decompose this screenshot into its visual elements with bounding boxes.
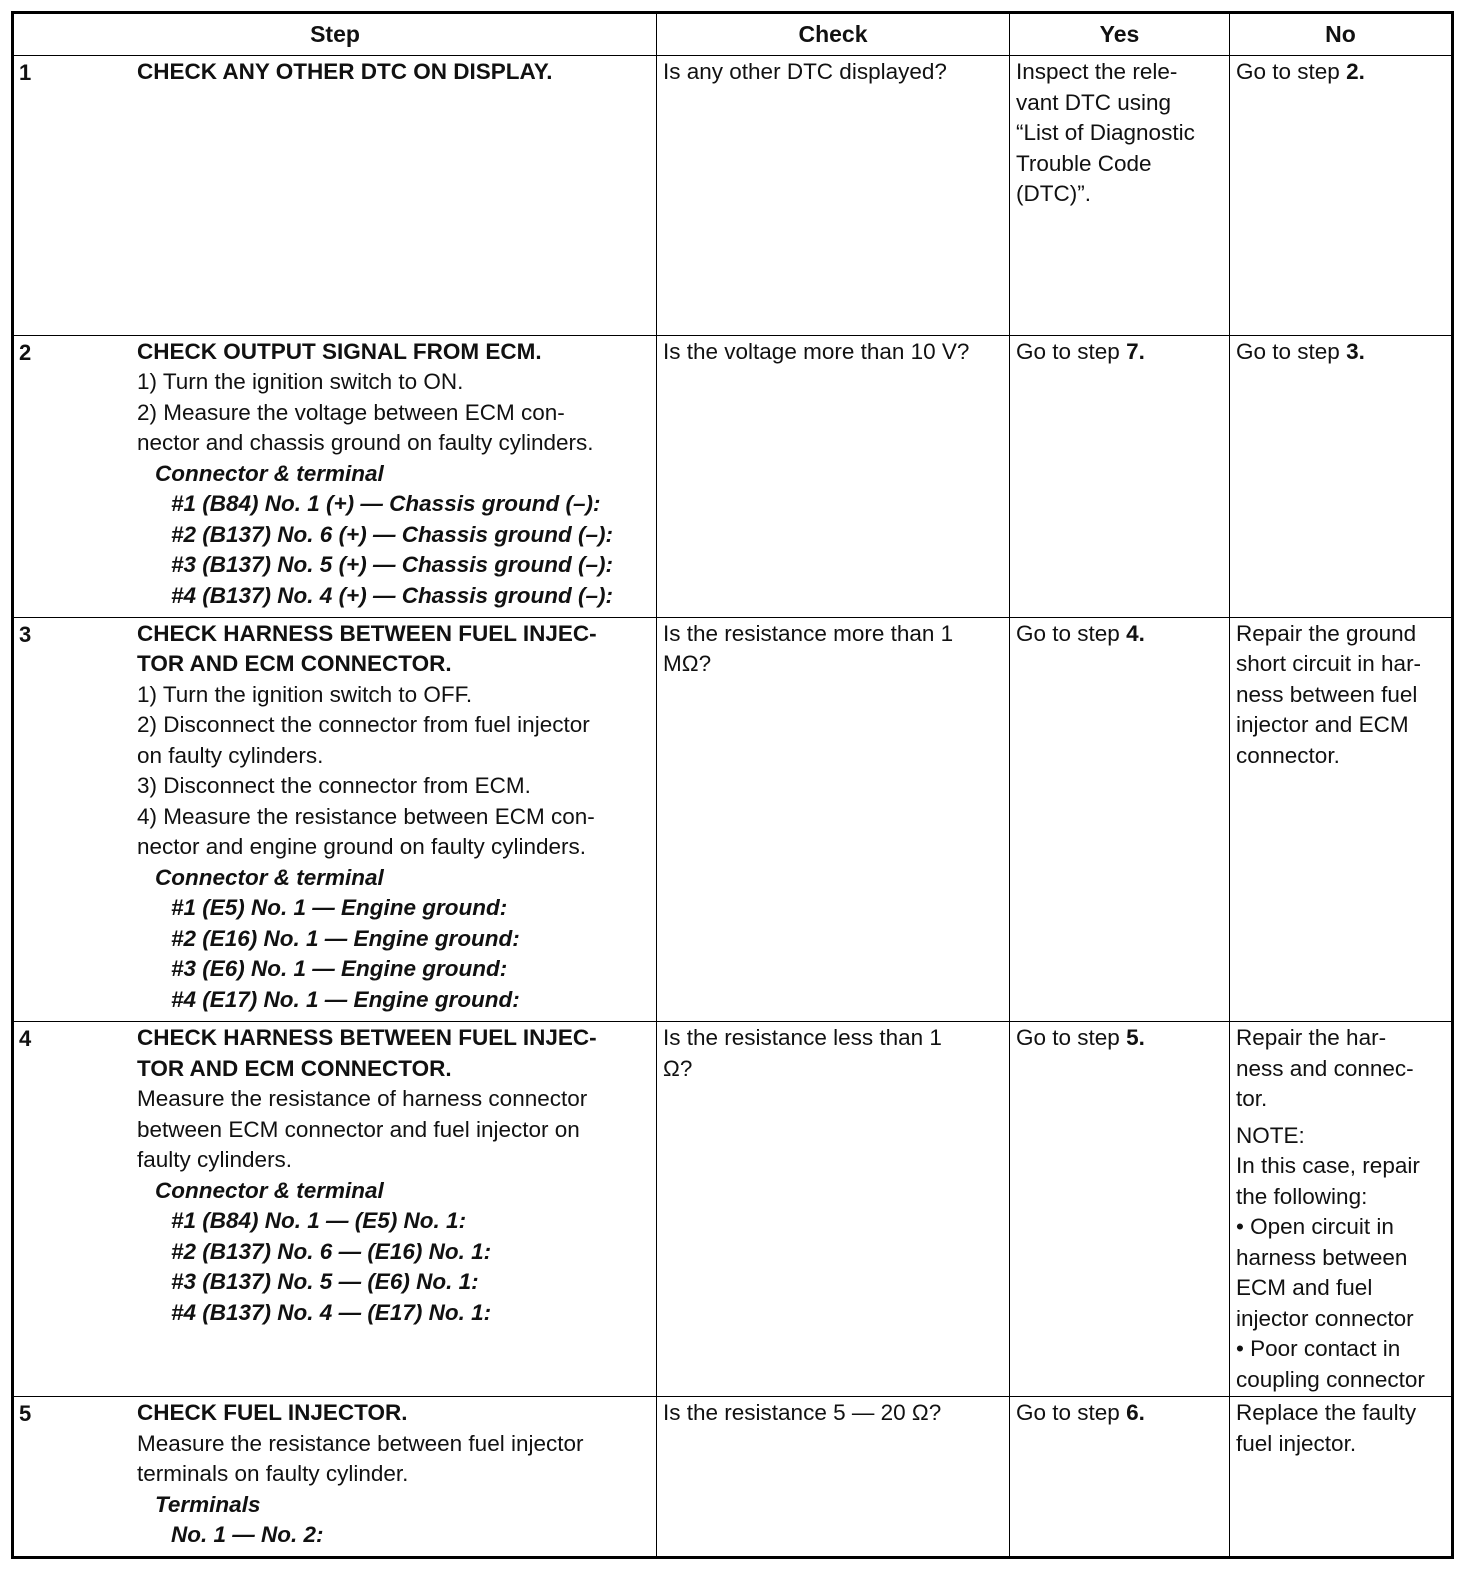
- check-question: Is any other DTC displayed?: [663, 59, 947, 84]
- yes-goto-text: Go to step: [1016, 1400, 1120, 1426]
- check-cell: [657, 335, 1010, 617]
- note-line: coupling connector: [1236, 1366, 1425, 1392]
- yes-line: Inspect the rele-: [1016, 59, 1178, 84]
- check-cell: [657, 1022, 1010, 1397]
- note-line: ECM and fuel: [1236, 1275, 1373, 1301]
- no-cell: [1230, 56, 1453, 336]
- step-title: CHECK FUEL INJECTOR.: [137, 1400, 408, 1426]
- step-instruction: 2) Measure the voltage between ECM con-: [137, 399, 565, 425]
- no-goto-step: 2.: [1346, 59, 1365, 84]
- note-line: the following:: [1236, 1183, 1368, 1209]
- connector-heading: Connector & terminal: [155, 1177, 384, 1203]
- header-yes: Yes: [1010, 13, 1230, 56]
- step-cell: [13, 1397, 657, 1558]
- note-heading: NOTE:: [1236, 1122, 1305, 1148]
- yes-cell: [1010, 1397, 1230, 1558]
- check-cell: [657, 1397, 1010, 1558]
- yes-cell: [1010, 56, 1230, 336]
- yes-cell: [1010, 617, 1230, 1021]
- header-no: No: [1230, 13, 1453, 56]
- connector-heading: Connector & terminal: [155, 864, 384, 890]
- no-cell: [1230, 1022, 1453, 1397]
- no-goto-text: Go to step: [1236, 338, 1340, 364]
- step-instruction: terminals on faulty cylinder.: [137, 1461, 409, 1487]
- step-title-cont: TOR AND ECM CONNECTOR.: [137, 651, 452, 677]
- connector-item: #2 (E16) No. 1 — Engine ground:: [171, 925, 520, 951]
- no-line: Replace the faulty: [1236, 1400, 1417, 1426]
- yes-goto-step: 6.: [1126, 1400, 1145, 1426]
- step-number: 2: [19, 339, 32, 365]
- check-question: Is the voltage more than 10 V?: [663, 338, 970, 364]
- check-question: Is the resistance less than 1: [663, 1025, 942, 1051]
- step-instruction: nector and engine ground on faulty cylinders.: [137, 834, 587, 860]
- no-line: tor.: [1236, 1086, 1268, 1112]
- step-number: 1: [19, 60, 32, 85]
- yes-goto-text: Go to step: [1016, 338, 1120, 364]
- step-instruction: nector and chassis ground on faulty cylinders.: [137, 430, 594, 456]
- step-instruction: on faulty cylinders.: [137, 742, 324, 768]
- no-line: connector.: [1236, 742, 1340, 768]
- connector-item: #3 (B137) No. 5 — (E6) No. 1:: [171, 1269, 479, 1295]
- step-instruction: faulty cylinders.: [137, 1147, 293, 1173]
- no-line: ness and connec-: [1236, 1055, 1414, 1081]
- note-line: • Poor contact in: [1236, 1336, 1401, 1362]
- yes-goto-text: Go to step: [1016, 1025, 1120, 1051]
- step-instruction: 2) Disconnect the connector from fuel injector: [137, 712, 590, 738]
- yes-line: “List of Diagnostic: [1016, 120, 1195, 145]
- step-instruction: Measure the resistance of harness connector: [137, 1086, 588, 1112]
- yes-cell: [1010, 1022, 1230, 1397]
- table-row: [13, 617, 1453, 1021]
- table-row: [13, 1397, 1453, 1558]
- check-question-cont: MΩ?: [663, 651, 712, 677]
- step-number: 5: [19, 1401, 32, 1427]
- step-instruction: 4) Measure the resistance between ECM con-: [137, 803, 595, 829]
- step-title-cont: TOR AND ECM CONNECTOR.: [137, 1055, 452, 1081]
- check-question: Is the resistance 5 — 20 Ω?: [663, 1400, 942, 1426]
- yes-goto-step: 5.: [1126, 1025, 1145, 1051]
- step-instruction: 3) Disconnect the connector from ECM.: [137, 773, 531, 799]
- note-line: In this case, repair: [1236, 1153, 1420, 1179]
- connector-item: #4 (B137) No. 4 (+) — Chassis ground (–):: [171, 582, 613, 608]
- step-cell: [13, 335, 657, 617]
- check-cell: [657, 56, 1010, 336]
- header-step: Step: [13, 13, 657, 56]
- step-instruction: Measure the resistance between fuel injector: [137, 1430, 584, 1456]
- step-cell: [13, 1022, 657, 1397]
- step-instruction: 1) Turn the ignition switch to ON.: [137, 369, 464, 395]
- no-line: short circuit in har-: [1236, 651, 1422, 677]
- connector-heading: Connector & terminal: [155, 460, 384, 486]
- diagnostic-table: [11, 11, 1454, 1559]
- no-cell: [1230, 335, 1453, 617]
- terminal-item: No. 1 — No. 2:: [171, 1522, 324, 1548]
- note-line: harness between: [1236, 1244, 1408, 1270]
- no-goto-step: 3.: [1346, 338, 1365, 364]
- connector-item: #1 (E5) No. 1 — Engine ground:: [171, 895, 508, 921]
- note-line: injector connector: [1236, 1305, 1414, 1331]
- connector-item: #3 (E6) No. 1 — Engine ground:: [171, 956, 508, 982]
- step-number: 3: [19, 621, 32, 647]
- yes-line: (DTC)”.: [1016, 181, 1091, 206]
- step-title: CHECK OUTPUT SIGNAL FROM ECM.: [137, 338, 542, 364]
- step-instruction: between ECM connector and fuel injector on: [137, 1116, 580, 1142]
- note-line: • Open circuit in: [1236, 1214, 1394, 1240]
- no-line: Repair the ground: [1236, 620, 1417, 646]
- step-title: CHECK HARNESS BETWEEN FUEL INJEC-: [137, 620, 597, 646]
- step-title: CHECK HARNESS BETWEEN FUEL INJEC-: [137, 1025, 597, 1051]
- connector-item: #2 (B137) No. 6 — (E16) No. 1:: [171, 1238, 492, 1264]
- step-cell: [13, 617, 657, 1021]
- connector-item: #1 (B84) No. 1 (+) — Chassis ground (–):: [171, 491, 601, 517]
- check-question-cont: Ω?: [663, 1055, 693, 1081]
- no-cell: [1230, 617, 1453, 1021]
- connector-item: #1 (B84) No. 1 — (E5) No. 1:: [171, 1208, 467, 1234]
- step-number: 4: [19, 1026, 32, 1052]
- yes-line: Trouble Code: [1016, 150, 1152, 176]
- table-header-row: [13, 13, 1453, 56]
- check-cell: [657, 617, 1010, 1021]
- yes-goto-step: 7.: [1126, 338, 1145, 364]
- table-row: [13, 56, 1453, 336]
- terminals-heading: Terminals: [155, 1491, 261, 1517]
- step-instruction: 1) Turn the ignition switch to OFF.: [137, 681, 473, 707]
- no-cell: [1230, 1397, 1453, 1558]
- connector-item: #2 (B137) No. 6 (+) — Chassis ground (–):: [171, 521, 613, 547]
- yes-cell: [1010, 335, 1230, 617]
- no-goto-text: Go to step: [1236, 59, 1340, 84]
- connector-item: #4 (E17) No. 1 — Engine ground:: [171, 986, 520, 1012]
- yes-goto-step: 4.: [1126, 620, 1145, 646]
- header-check: Check: [657, 13, 1010, 56]
- no-line: ness between fuel: [1236, 681, 1418, 707]
- connector-item: #4 (B137) No. 4 — (E17) No. 1:: [171, 1299, 492, 1325]
- no-line: fuel injector.: [1236, 1430, 1357, 1456]
- yes-line: vant DTC using: [1016, 89, 1172, 115]
- connector-item: #3 (B137) No. 5 (+) — Chassis ground (–):: [171, 552, 613, 578]
- no-line: Repair the har-: [1236, 1025, 1387, 1051]
- step-cell: [13, 56, 657, 336]
- table-row: [13, 335, 1453, 617]
- step-title: CHECK ANY OTHER DTC ON DISPLAY.: [137, 59, 553, 84]
- yes-goto-text: Go to step: [1016, 620, 1120, 646]
- table-row: [13, 1022, 1453, 1397]
- no-line: injector and ECM: [1236, 712, 1409, 738]
- check-question: Is the resistance more than 1: [663, 620, 954, 646]
